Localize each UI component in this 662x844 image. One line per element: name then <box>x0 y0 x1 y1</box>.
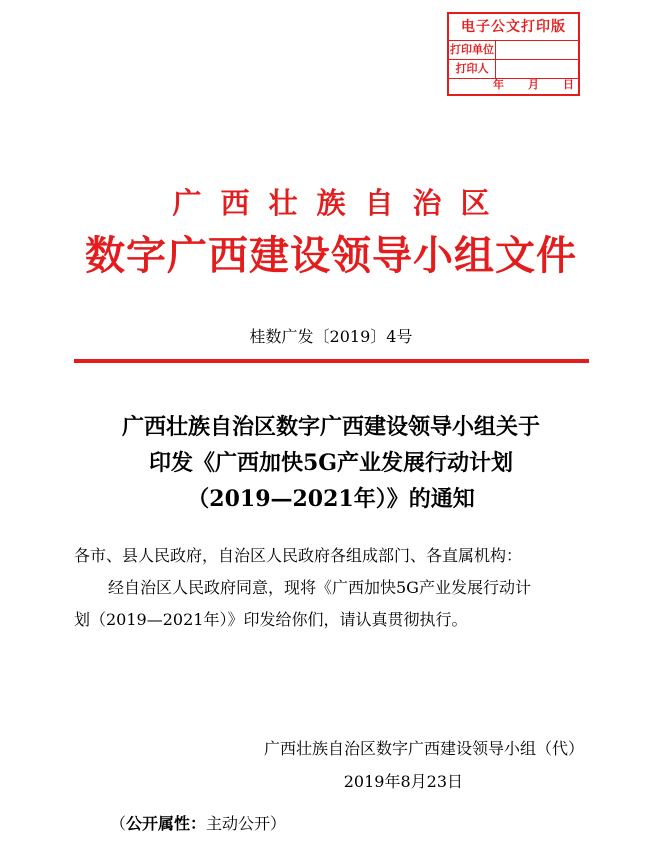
paragraph-line-1: 经自治区人民政府同意，现将《广西加快5G产业发展行动计 <box>108 578 531 597</box>
print-stamp <box>447 12 580 96</box>
disclosure-label: 公开属性： <box>126 814 207 833</box>
paragraph-line-2: 划（2019—2021年）》印发给你们，请认真贯彻执行。 <box>74 610 468 629</box>
disclosure-value: 主动公开 <box>206 814 271 833</box>
issuer-line-1: 广西壮族自治区 <box>172 186 509 220</box>
stamp-day-label: 日 <box>563 78 574 91</box>
disclosure-open-paren: （ <box>110 814 127 833</box>
signature-date: 2019年8月23日 <box>343 772 463 791</box>
red-divider <box>74 359 589 363</box>
stamp-unit-row <box>449 40 578 60</box>
stamp-date <box>493 76 574 92</box>
stamp-month-label: 月 <box>528 78 539 91</box>
disclosure-attribute <box>110 814 286 834</box>
stamp-title: 电子公文打印版 <box>449 14 578 41</box>
title-line-1: 广西壮族自治区数字广西建设领导小组关于 <box>121 414 540 440</box>
stamp-year-label: 年 <box>493 78 504 91</box>
stamp-unit-label: 打印单位 <box>449 40 496 59</box>
title-line-2: 印发《广西加快5G产业发展行动计划 <box>148 450 514 476</box>
title-line-3: （2019—2021年）》的通知 <box>187 486 475 512</box>
disclosure-close-paren: ） <box>270 814 287 833</box>
signer: 广西壮族自治区数字广西建设领导小组（代） <box>263 739 584 758</box>
stamp-person-label: 打印人 <box>449 59 496 78</box>
document-number: 桂数广发〔2019〕4号 <box>249 327 413 346</box>
salutation: 各市、县人民政府，自治区人民政府各组成部门、各直属机构： <box>74 546 523 565</box>
document-title <box>0 412 662 520</box>
issuer-line-2: 数字广西建设领导小组文件 <box>85 232 577 279</box>
